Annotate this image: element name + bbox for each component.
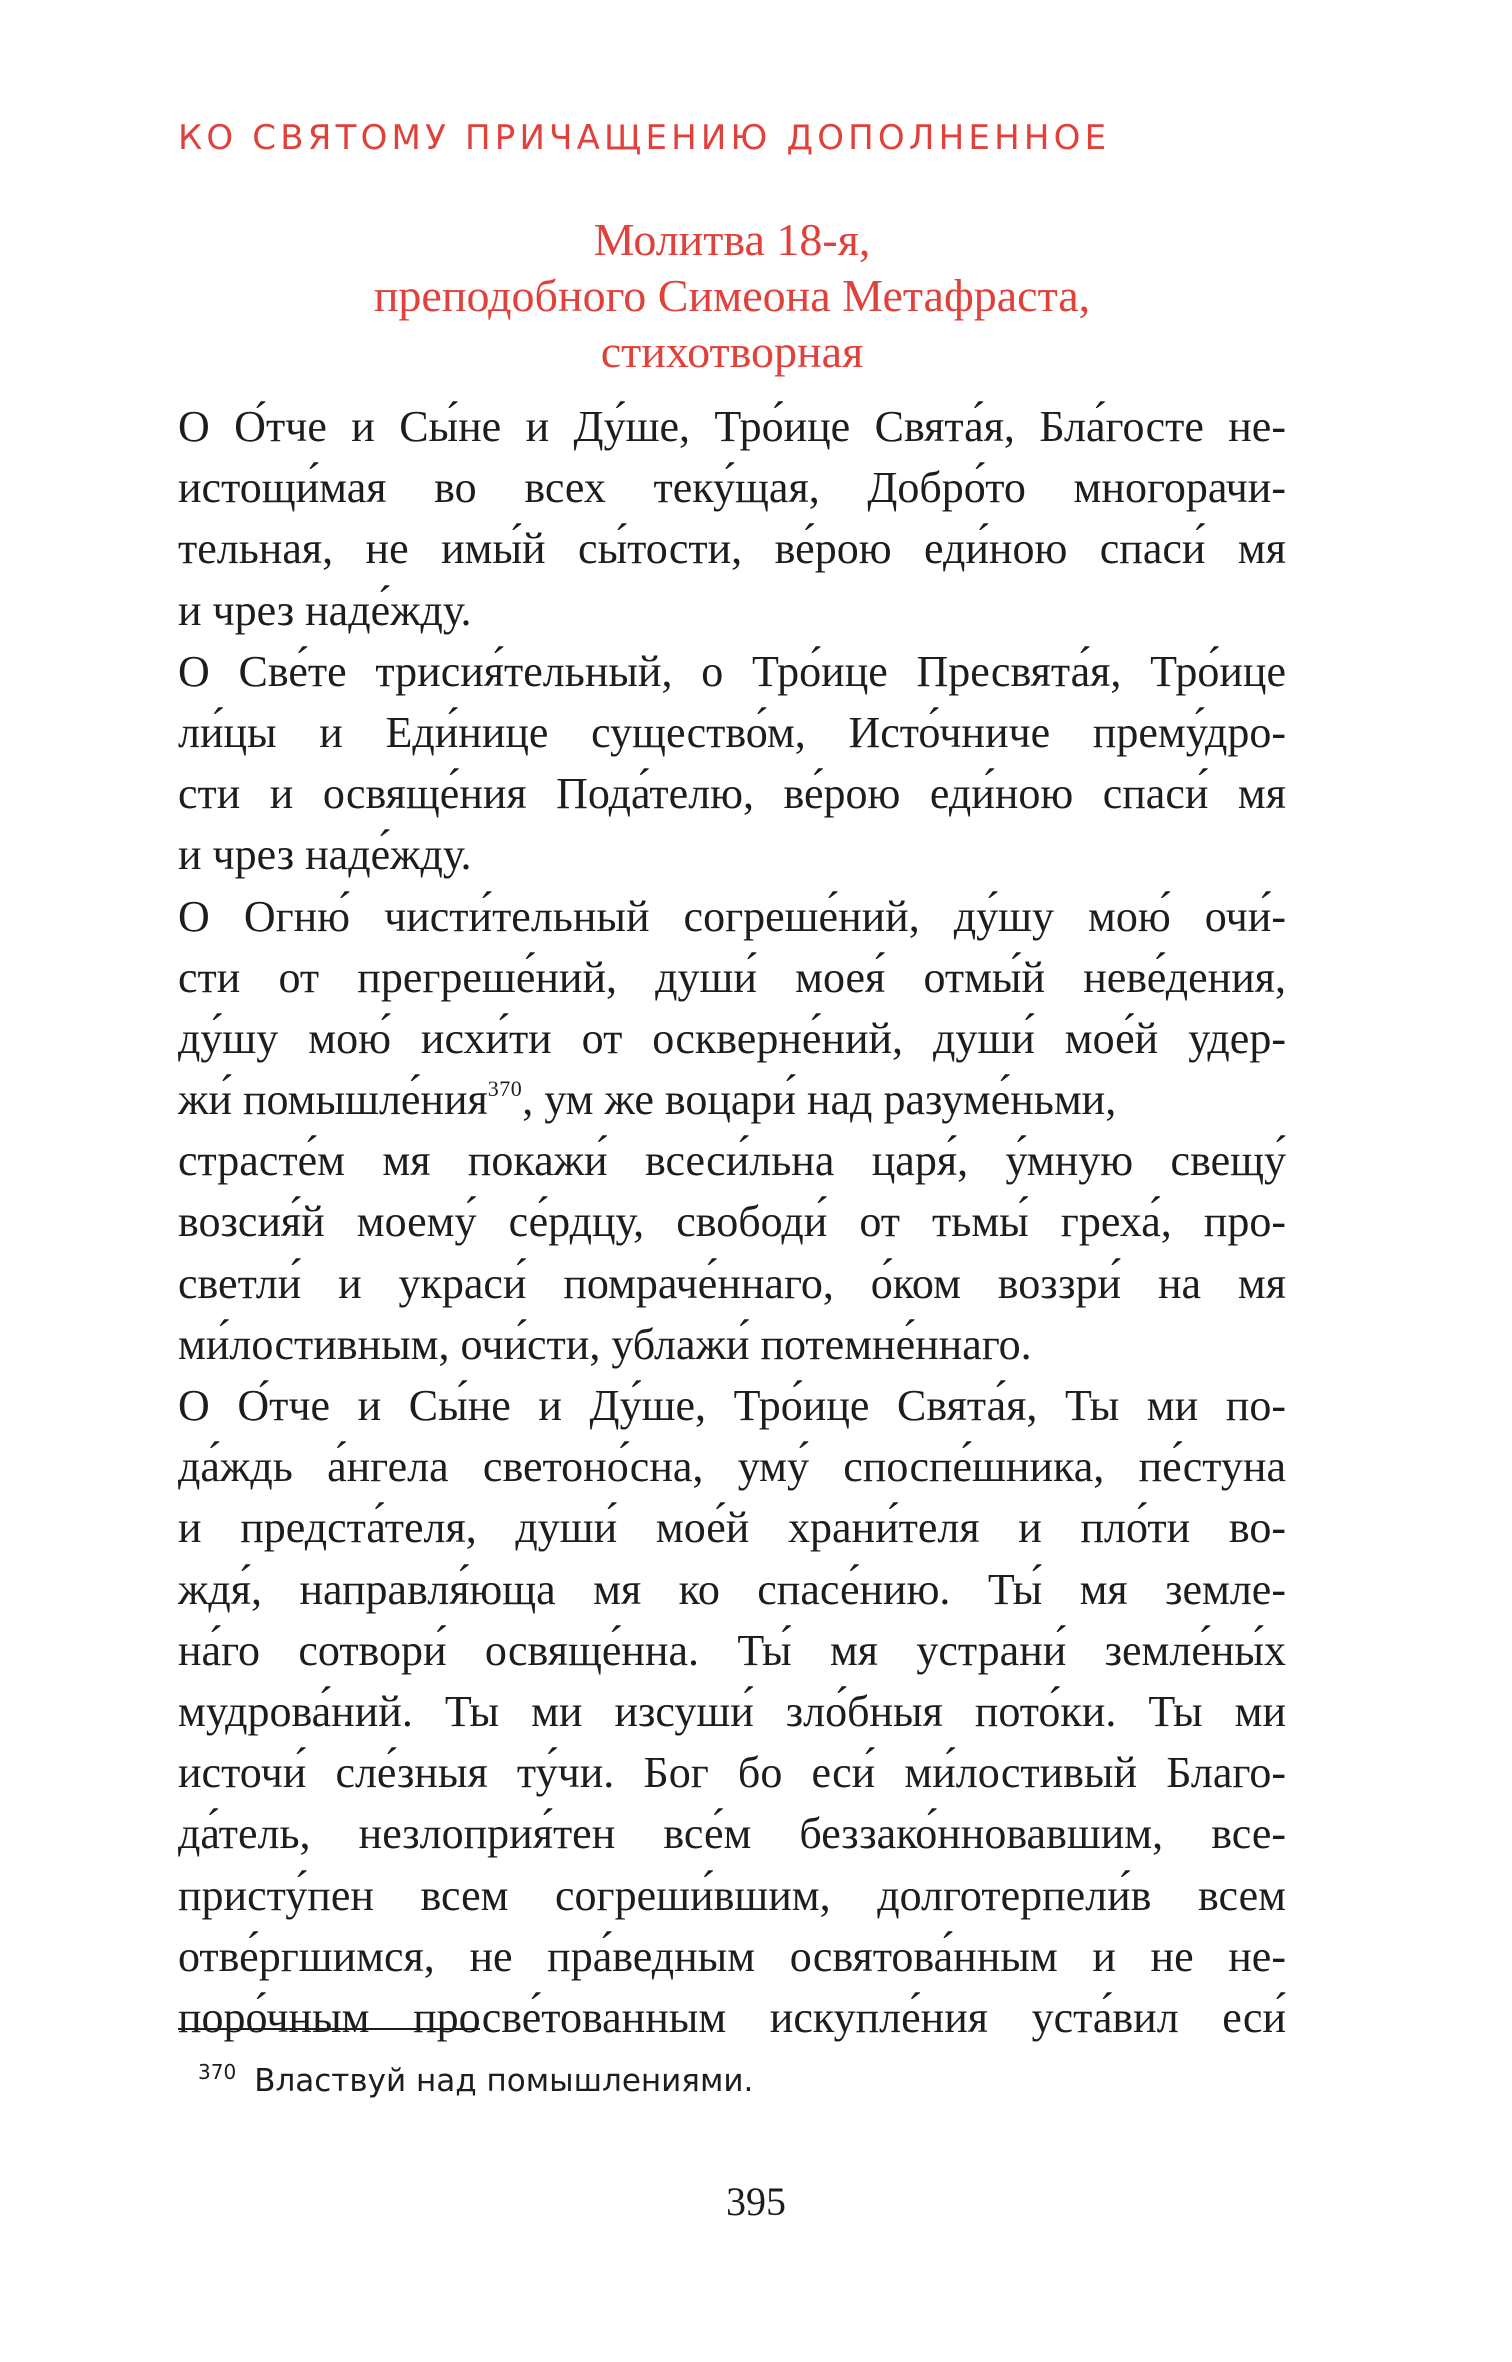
- body-line: сти от прегреше́ний, души́ моея́ отмы́й неве́дения,: [178, 952, 1286, 1002]
- body-line: страсте́м мя покажи́ всеси́льна царя́, у́мную свещу́: [178, 1136, 1286, 1186]
- footnote-divider: [178, 2028, 480, 2030]
- body-line: источи́ сле́зныя ту́чи. Бог бо еси́ ми́лостивый Благо-: [178, 1748, 1286, 1798]
- footnote-text: Властвуй над помышлениями.: [254, 2063, 754, 2099]
- body-line: и предста́теля, души́ мое́й храни́теля и пло́ти во-: [178, 1503, 1286, 1553]
- body-line: присту́пен всем согреши́вшим, долготерпели́в всем: [178, 1870, 1286, 1920]
- body-line: ду́шу мою́ исхи́ти от оскверне́ний, души́ мое́й удер-: [178, 1013, 1286, 1063]
- title-line-1: Молитва 18-я,: [593, 214, 871, 265]
- body-line: да́ждь а́нгела светоно́сна, уму́ споспе́шника, пе́стуна: [178, 1442, 1286, 1492]
- body-line: мудрова́ний. Ты ми изсуши́ зло́бныя пото́ки. Ты ми: [178, 1686, 1286, 1736]
- body-line: отве́ргшимся, не пра́ведным освятова́нным и не не-: [178, 1931, 1286, 1981]
- body-line: ми́лостивным, очи́сти, ублажи́ потемне́ннаго.: [178, 1319, 1032, 1369]
- running-head: КО СВЯТОМУ ПРИЧАЩЕНИЮ ДОПОЛНЕННОЕ: [178, 118, 1111, 158]
- footnote: [198, 2052, 753, 2101]
- body-line: сти и освяще́ния Пода́телю, ве́рою еди́ною спаси́ мя: [178, 769, 1286, 819]
- body-line: истощи́мая во всех теку́щая, Добро́то многорачи-: [178, 463, 1286, 513]
- footnote-number: 370: [198, 2060, 237, 2084]
- body-line: на́го сотвори́ освяще́нна. Ты́ мя устрани́ земле́ны́х: [178, 1625, 1286, 1675]
- body-line-with-footnote-ref: [178, 1069, 1286, 1130]
- prayer-title: [178, 212, 1286, 380]
- body-line: возсия́й моему́ се́рдцу, свободи́ от тьмы́ греха́, про-: [178, 1197, 1286, 1247]
- footnote-reference[interactable]: 370: [487, 1076, 523, 1102]
- title-line-3: стихотворная: [600, 326, 864, 377]
- body-line: О Огню́ чисти́тельный согреше́ний, ду́шу мою́ очи́-: [178, 891, 1286, 941]
- body-line: светли́ и украси́ помраче́ннаго, о́ком воззри́ на мя: [178, 1258, 1286, 1308]
- body-line-part: , ум же воцари́ над разуме́ньми,: [522, 1075, 1117, 1125]
- body-line-part: жи́ помышле́ния: [178, 1075, 488, 1125]
- body-line: ли́цы и Еди́нице существо́м, Исто́чниче прему́дро-: [178, 707, 1286, 757]
- body-line: и чрез наде́жду.: [178, 585, 472, 635]
- body-line: О Све́те трисия́тельный, о Тро́ице Пресвята́я, Тро́ице: [178, 646, 1286, 696]
- body-line: тельная, не имы́й сы́тости, ве́рою еди́ною спаси́ мя: [178, 524, 1286, 574]
- title-line-2: преподобного Симеона Метафраста,: [373, 270, 1091, 321]
- body-line: и чрез наде́жду.: [178, 830, 472, 880]
- body-line: поро́чным просве́тованным искупле́ния уста́вил еси́: [178, 1992, 1286, 2042]
- body-line: да́тель, незлоприя́тен все́м беззако́нновавшим, все-: [178, 1809, 1286, 1859]
- body-line: О О́тче и Сы́не и Ду́ше, Тро́ице Свята́я, Бла́госте не-: [178, 402, 1286, 451]
- prayer-body: [178, 396, 1286, 2048]
- body-line: О О́тче и Сы́не и Ду́ше, Тро́ице Свята́я, Ты ми по-: [178, 1381, 1286, 1430]
- body-line: ждя́, направля́юща мя ко спасе́нию. Ты́ мя земле-: [178, 1564, 1286, 1614]
- page-number: 395: [726, 2179, 786, 2224]
